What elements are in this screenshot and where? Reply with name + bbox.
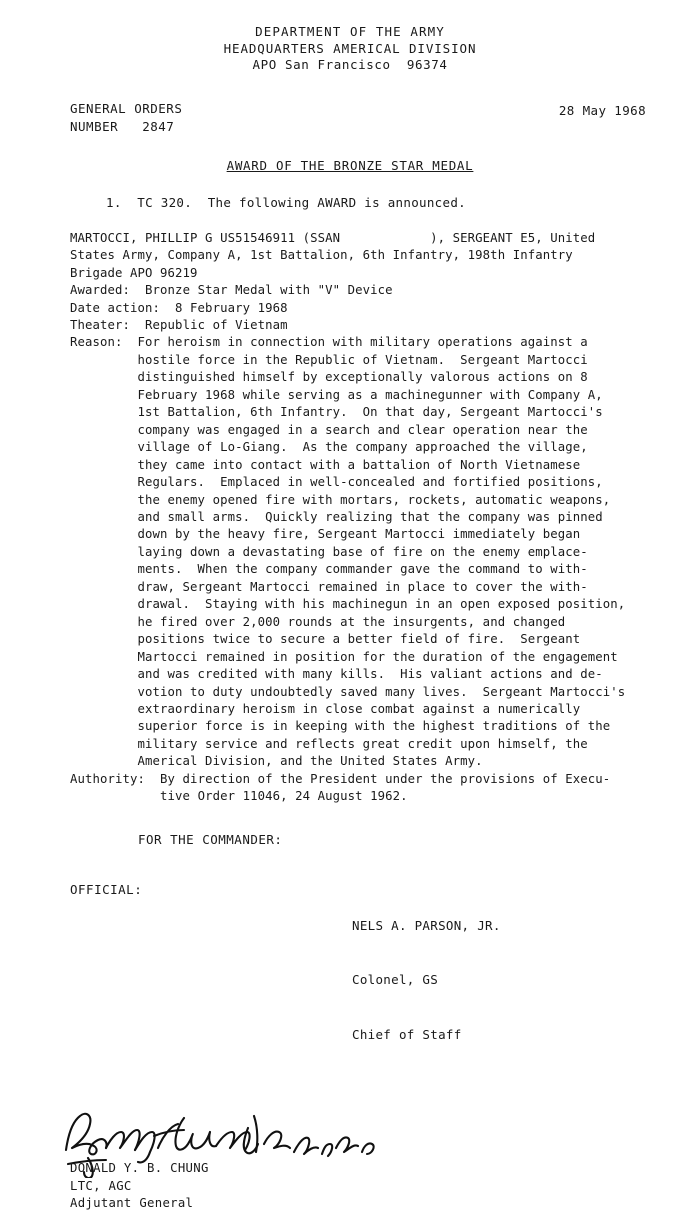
for-the-commander: FOR THE COMMANDER: xyxy=(138,831,283,847)
header-line-apo: APO San Francisco 96374 xyxy=(252,57,448,72)
authority-line: tive Order 11046, 24 August 1962. xyxy=(160,789,408,804)
reason-line: he fired over 2,000 rounds at the insurgents, and changed xyxy=(137,614,566,629)
reason-line: laying down a devastating base of fire on the enemy emplace- xyxy=(137,544,588,559)
field-label: Theater: xyxy=(70,318,146,333)
recipient-line: Brigade APO 96219 xyxy=(70,265,198,280)
field-label: Date action: xyxy=(70,300,176,315)
reason-line: company was engaged in a search and clear operation near the xyxy=(137,422,588,437)
reason-line: Americal Division, and the United States Army. xyxy=(137,754,483,769)
field-label: Awarded: xyxy=(70,283,146,298)
order-number: NUMBER 2847 xyxy=(70,118,175,134)
field-theater xyxy=(70,317,676,334)
order-meta-row xyxy=(0,100,700,136)
field-awarded xyxy=(70,282,676,299)
reason-line: and small arms. Quickly realizing that the company was pinned xyxy=(137,510,603,524)
reason-line: they came into contact with a battalion of North Vietnamese xyxy=(137,457,581,472)
announcement-paragraph: 1. TC 320. The following AWARD is announced. xyxy=(106,194,466,210)
reason-line: distinguished himself by exceptionally valorous actions on 8 xyxy=(137,370,588,385)
authenticator-signature-area xyxy=(0,1108,700,1210)
authority-text xyxy=(160,771,676,806)
reason-line: Martocci remained in position for the duration of the engagement xyxy=(137,649,618,664)
general-orders-label: GENERAL ORDERS xyxy=(70,100,183,116)
field-label: Reason: xyxy=(70,335,138,350)
field-value: Bronze Star Medal with "V" Device xyxy=(145,283,393,298)
field-authority xyxy=(70,771,676,806)
reason-line: and was credited with many kills. His valiant actions and de- xyxy=(137,667,603,682)
reason-line: superior force is in keeping with the highest traditions of the xyxy=(137,719,611,734)
signer-block xyxy=(352,881,700,1080)
signer-rank: Colonel, GS xyxy=(352,972,439,988)
award-fields xyxy=(70,282,676,334)
page-title: AWARD OF THE BRONZE STAR MEDAL xyxy=(226,157,474,173)
reason-line: the enemy opened fire with mortars, rockets, automatic weapons, xyxy=(137,492,611,507)
authority-line: By direction of the President under the provisions of Execu- xyxy=(160,771,611,786)
order-identifier xyxy=(70,100,182,136)
reason-text xyxy=(138,334,676,770)
reason-line: positions twice to secure a better field of fire. Sergeant xyxy=(137,632,581,647)
order-date: 28 May 1968 xyxy=(558,102,646,118)
field-value: 8 February 1968 xyxy=(175,300,288,315)
authenticator-title: Adjutant General xyxy=(70,1195,194,1210)
recipient-line: MARTOCCI, PHILLIP G US51546911 (SSAN ), SERGEANT E5, United xyxy=(70,230,596,245)
reason-line: draw, Sergeant Martocci remained in place to cover the with- xyxy=(137,579,588,594)
header-line-department: DEPARTMENT OF THE ARMY xyxy=(255,24,445,39)
document-header xyxy=(0,24,700,74)
recipient-block xyxy=(70,230,676,282)
signature-row xyxy=(0,881,700,1080)
reason-line: ments. When the company commander gave the command to with- xyxy=(137,562,588,577)
header-line-headquarters: HEADQUARTERS AMERICAL DIVISION xyxy=(223,40,477,56)
reason-line: For heroism in connection with military operations against a xyxy=(137,335,588,350)
award-body xyxy=(0,230,700,806)
reason-line: military service and reflects great credit upon himself, the xyxy=(137,736,588,751)
reason-line: extraordinary heroism in close combat against a numerically xyxy=(137,701,581,716)
reason-line: down by the heavy fire, Sergeant Martocci immediately began xyxy=(137,527,581,542)
field-label: Authority: xyxy=(70,771,161,786)
authenticator-name: DONALD Y. B. CHUNG xyxy=(70,1161,209,1176)
reason-line: Regulars. Emplaced in well-concealed and fortified positions, xyxy=(137,475,603,490)
official-label: OFFICIAL: xyxy=(70,881,143,897)
field-reason xyxy=(70,334,676,770)
authenticator-block xyxy=(70,1160,209,1212)
reason-line: 1st Battalion, 6th Infantry. On that day, Sergeant Martocci's xyxy=(137,405,603,420)
reason-line: hostile force in the Republic of Vietnam. Sergeant Martocci xyxy=(137,352,588,367)
signer-name: NELS A. PARSON, JR. xyxy=(352,917,501,933)
signer-title: Chief of Staff xyxy=(352,1026,462,1042)
authenticator-rank: LTC, AGC xyxy=(70,1178,132,1193)
field-date-action xyxy=(70,300,676,317)
reason-line: February 1968 while serving as a machinegunner with Company A, xyxy=(137,387,603,402)
reason-line: votion to duty undoubtedly saved many lives. Sergeant Martocci's xyxy=(137,684,626,699)
field-value: Republic of Vietnam xyxy=(145,318,288,333)
document-page xyxy=(0,24,700,1210)
reason-line: drawal. Staying with his machinegun in an open exposed position, xyxy=(137,597,626,612)
recipient-line: States Army, Company A, 1st Battalion, 6th Infantry, 198th Infantry xyxy=(70,248,573,263)
reason-line: village of Lo-Giang. As the company approached the village, xyxy=(137,440,588,455)
